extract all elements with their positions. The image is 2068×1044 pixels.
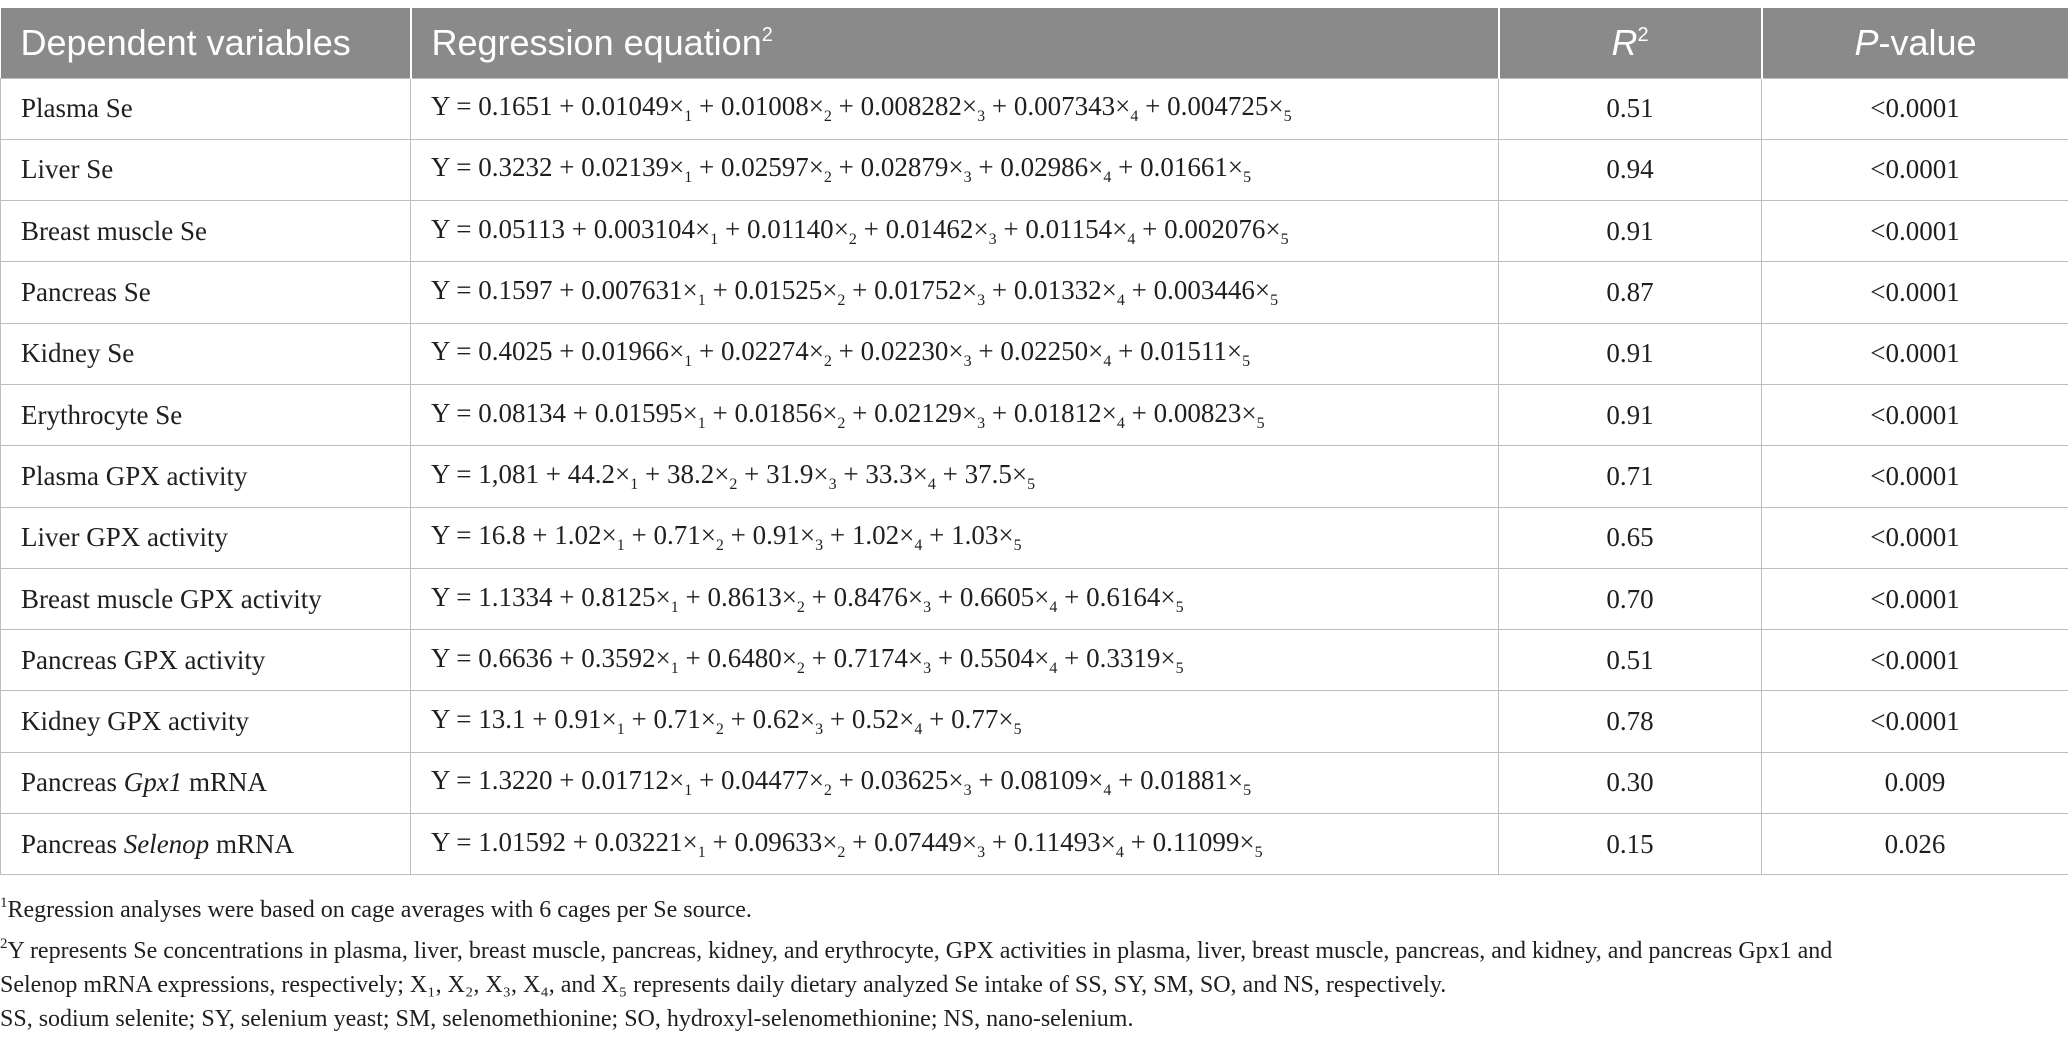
- regression-equation-cell: $Y = 16.8 + 1.02\times_1 + 0.71\times_2 + 0.91\times_3 + 1.02\times_4 + 1.03\times_5$: [411, 507, 1499, 568]
- r-squared-cell: 0.91: [1499, 384, 1762, 445]
- equation-intercept: Y = 0.08134: [431, 397, 566, 428]
- equation-intercept: Y = 1.1334: [431, 581, 553, 612]
- equation-coefficient: 0.01966: [581, 336, 669, 367]
- dependent-variable-cell: Breast muscle GPX activity: [1, 568, 411, 629]
- table-row: [1, 630, 2068, 691]
- p-value-cell: <0.0001: [1762, 139, 2068, 200]
- equation-coefficient: 0.03625: [860, 765, 949, 796]
- dependent-variable-cell: Pancreas Gpx1 mRNA: [1, 752, 411, 813]
- dependent-variable-cell: Erythrocyte Se: [1, 384, 411, 445]
- r-squared-cell: 0.15: [1499, 814, 1762, 875]
- table-row: [1, 691, 2068, 752]
- p-value-cell: <0.0001: [1762, 78, 2068, 139]
- equation-coefficient: 0.008282: [860, 91, 962, 122]
- r-squared-cell: 0.94: [1499, 139, 1762, 200]
- regression-equation-cell: $Y = 1.3220 + 0.01712\times_1 + 0.04477\times_2 + 0.03625\times_3 + 0.08109\times_4 + 0.01881\times_5$: [411, 752, 1499, 813]
- equation-coefficient: 0.003104: [593, 213, 695, 244]
- dependent-variable-cell: Kidney GPX activity: [1, 691, 411, 752]
- equation-coefficient: 0.8613: [707, 581, 782, 612]
- table-row: [1, 323, 2068, 384]
- equation-coefficient: 31.9: [766, 458, 814, 489]
- p-value-cell: 0.026: [1762, 814, 2068, 875]
- r-squared-cell: 0.65: [1499, 507, 1762, 568]
- header-regression-equation: Regression equation$^2$: [411, 8, 1499, 78]
- p-value-cell: 0.009: [1762, 752, 2068, 813]
- equation-intercept: Y = 1.01592: [431, 826, 566, 857]
- footnote-2: $^2$Y represents Se concentrations in plasma, liver, breast muscle, pancreas, kidney, and erythrocyte, GPX activities in plasma, liver, breast muscle, pancreas, and kidney, and pancreas Gpx1 and: [0, 936, 1833, 964]
- equation-coefficient: 0.01856: [734, 397, 823, 428]
- equation-coefficient: 0.01462: [885, 213, 974, 244]
- p-value-cell: <0.0001: [1762, 691, 2068, 752]
- table-footnotes: [0, 886, 2064, 1036]
- footnote-2-continued: Selenop mRNA expressions, respectively; X₁, X₂, X₃, X₄, and X₅ represents daily dietary analyzed Se intake of SS, SY, SM, SO, and NS, respectively.: [0, 972, 1447, 998]
- regression-table: [0, 8, 2068, 875]
- dependent-variable-cell: Liver GPX activity: [1, 507, 411, 568]
- equation-intercept: Y = 0.05113: [431, 213, 565, 244]
- r-squared-cell: 0.91: [1499, 201, 1762, 262]
- r-squared-cell: 0.91: [1499, 323, 1762, 384]
- equation-coefficient: 0.02879: [860, 152, 949, 183]
- p-value-cell: <0.0001: [1762, 262, 2068, 323]
- equation-coefficient: 0.02139: [581, 152, 669, 183]
- table-row: [1, 752, 2068, 813]
- regression-equation-cell: $Y = 0.6636 + 0.3592\times_1 + 0.6480\times_2 + 0.7174\times_3 + 0.5504\times_4 + 0.3319\times_5$: [411, 630, 1499, 691]
- header-r-squared: $R^2$: [1499, 8, 1762, 78]
- header-p-value: P-value: [1854, 21, 1977, 63]
- table-row: [1, 507, 2068, 568]
- p-value-cell: <0.0001: [1762, 446, 2068, 507]
- header-equation-footnote-marker: 2: [761, 23, 773, 46]
- equation-coefficient: 0.02274: [720, 336, 809, 367]
- equation-coefficient: 0.01752: [874, 275, 962, 306]
- equation-coefficient: 0.004725: [1167, 91, 1269, 122]
- equation-intercept: Y = 0.4025: [431, 336, 553, 367]
- equation-coefficient: 0.8476: [833, 581, 908, 612]
- equation-coefficient: 0.007343: [1013, 91, 1116, 122]
- equation-intercept: Y = 1,081: [431, 458, 539, 489]
- equation-coefficient: 0.01154: [1025, 213, 1113, 244]
- equation-coefficient: 0.77: [951, 704, 999, 735]
- equation-intercept: Y = 0.3232: [431, 152, 553, 183]
- equation-intercept: Y = 16.8: [431, 520, 526, 551]
- equation-coefficient: 0.01881: [1140, 765, 1228, 796]
- dependent-variable-cell: Kidney Se: [1, 323, 411, 384]
- dependent-variable-cell: Plasma GPX activity: [1, 446, 411, 507]
- equation-coefficient: 1.03: [951, 520, 999, 551]
- dependent-variable-cell: Pancreas Selenop mRNA: [1, 814, 411, 875]
- regression-equation-cell: $Y = 0.3232 + 0.02139\times_1 + 0.02597\times_2 + 0.02879\times_3 + 0.02986\times_4 + 0.01661\times_5$: [411, 139, 1499, 200]
- r-squared-cell: 0.51: [1499, 78, 1762, 139]
- table-row: [1, 446, 2068, 507]
- table-row: [1, 201, 2068, 262]
- footnote-abbreviations: SS, sodium selenite; SY, selenium yeast; SM, selenomethionine; SO, hydroxyl-selenomethionine; NS, nano-selenium.: [0, 1006, 1134, 1032]
- equation-coefficient: 0.71: [653, 704, 701, 735]
- equation-coefficient: 0.04477: [720, 765, 809, 796]
- p-value-cell: <0.0001: [1762, 201, 2068, 262]
- equation-coefficient: 0.01049: [581, 91, 669, 122]
- equation-coefficient: 0.01332: [1013, 275, 1102, 306]
- equation-coefficient: 0.62: [752, 704, 800, 735]
- dependent-variable-cell: Pancreas Se: [1, 262, 411, 323]
- regression-equation-cell: $Y = 0.1597 + 0.007631\times_1 + 0.01525\times_2 + 0.01752\times_3 + 0.01332\times_4 + 0.003446\times_5$: [411, 262, 1499, 323]
- equation-intercept: Y = 0.6636: [431, 642, 553, 673]
- table-body: [1, 78, 2068, 875]
- equation-coefficient: 0.5504: [959, 642, 1035, 673]
- equation-coefficient: 37.5: [964, 458, 1012, 489]
- dependent-variable-cell: Breast muscle Se: [1, 201, 411, 262]
- equation-coefficient: 44.2: [567, 458, 615, 489]
- equation-coefficient: 0.11493: [1013, 826, 1101, 857]
- equation-coefficient: 0.8125: [581, 581, 656, 612]
- table-row: [1, 384, 2068, 445]
- equation-coefficient: 0.01712: [581, 765, 669, 796]
- equation-intercept: Y = 1.3220: [431, 765, 553, 796]
- table-row: [1, 139, 2068, 200]
- equation-coefficient: 0.01595: [594, 397, 683, 428]
- equation-coefficient: 0.3592: [581, 642, 656, 673]
- equation-coefficient: 0.91: [752, 520, 800, 551]
- regression-equation-cell: $Y = 1.01592 + 0.03221\times_1 + 0.09633\times_2 + 0.07449\times_3 + 0.11493\times_4 + 0.11099\times_5$: [411, 814, 1499, 875]
- r-squared-cell: 0.71: [1499, 446, 1762, 507]
- equation-coefficient: 0.01511: [1140, 336, 1227, 367]
- dependent-variable-cell: Liver Se: [1, 139, 411, 200]
- equation-coefficient: 0.07449: [874, 826, 962, 857]
- equation-coefficient: 1.02: [554, 520, 602, 551]
- p-value-cell: <0.0001: [1762, 568, 2068, 629]
- regression-equation-cell: $Y = 13.1 + 0.91\times_1 + 0.71\times_2 + 0.62\times_3 + 0.52\times_4 + 0.77\times_5$: [411, 691, 1499, 752]
- equation-coefficient: 0.02986: [1000, 152, 1089, 183]
- equation-coefficient: 0.71: [653, 520, 701, 551]
- equation-coefficient: 0.01661: [1140, 152, 1228, 183]
- equation-coefficient: 0.3319: [1086, 642, 1161, 673]
- regression-equation-cell: $Y = 0.4025 + 0.01966\times_1 + 0.02274\times_2 + 0.02230\times_3 + 0.02250\times_4 + 0.01511\times_5$: [411, 323, 1499, 384]
- regression-equation-cell: $Y = 0.08134 + 0.01595\times_1 + 0.01856\times_2 + 0.02129\times_3 + 0.01812\times_4 + 0.00823\times_5$: [411, 384, 1499, 445]
- equation-coefficient: 0.003446: [1153, 275, 1255, 306]
- regression-equation-cell: $Y = 0.1651 + 0.01049\times_1 + 0.01008\times_2 + 0.008282\times_3 + 0.007343\times_4 + 0.004725\times_5$: [411, 78, 1499, 139]
- table-row: [1, 78, 2068, 139]
- equation-coefficient: 0.01008: [720, 91, 809, 122]
- equation-intercept: Y = 0.1651: [431, 91, 553, 122]
- table-header-row: [1, 8, 2068, 78]
- table-row: [1, 262, 2068, 323]
- p-value-cell: <0.0001: [1762, 630, 2068, 691]
- equation-coefficient: 0.01812: [1013, 397, 1102, 428]
- equation-coefficient: 0.7174: [833, 642, 908, 673]
- equation-coefficient: 0.01140: [746, 213, 834, 244]
- equation-coefficient: 0.02597: [720, 152, 809, 183]
- equation-coefficient: 0.09633: [734, 826, 823, 857]
- table-row: [1, 814, 2068, 875]
- equation-coefficient: 0.02250: [1000, 336, 1089, 367]
- equation-coefficient: 0.6480: [707, 642, 782, 673]
- equation-coefficient: 38.2: [666, 458, 715, 489]
- equation-coefficient: 0.02230: [860, 336, 949, 367]
- p-value-cell: <0.0001: [1762, 323, 2068, 384]
- equation-coefficient: 0.01525: [734, 275, 823, 306]
- regression-equation-cell: $Y = 0.05113 + 0.003104\times_1 + 0.01140\times_2 + 0.01462\times_3 + 0.01154\times_4 + 0.002076\times_5$: [411, 201, 1499, 262]
- equation-coefficient: 33.3: [865, 458, 913, 489]
- r-squared-cell: 0.51: [1499, 630, 1762, 691]
- equation-coefficient: 0.007631: [581, 275, 683, 306]
- equation-coefficient: 0.02129: [874, 397, 962, 428]
- equation-coefficient: 0.08109: [1000, 765, 1089, 796]
- equation-coefficient: 0.11099: [1152, 826, 1240, 857]
- p-value-cell: <0.0001: [1762, 507, 2068, 568]
- r-squared-cell: 0.30: [1499, 752, 1762, 813]
- r-squared-cell: 0.78: [1499, 691, 1762, 752]
- dependent-variable-cell: Plasma Se: [1, 78, 411, 139]
- r-squared-cell: 0.70: [1499, 568, 1762, 629]
- regression-equation-cell: $Y = 1.1334 + 0.8125\times_1 + 0.8613\times_2 + 0.8476\times_3 + 0.6605\times_4 + 0.6164\times_5$: [411, 568, 1499, 629]
- table-row: [1, 568, 2068, 629]
- equation-coefficient: 0.91: [554, 704, 602, 735]
- equation-coefficient: 0.6164: [1086, 581, 1161, 612]
- header-dependent-variables: Dependent variables: [1, 8, 411, 78]
- r-squared-cell: 0.87: [1499, 262, 1762, 323]
- equation-coefficient: 0.03221: [594, 826, 683, 857]
- equation-intercept: Y = 0.1597: [431, 275, 553, 306]
- equation-coefficient: 1.02: [851, 520, 900, 551]
- equation-intercept: Y = 13.1: [431, 704, 526, 735]
- equation-coefficient: 0.00823: [1153, 397, 1242, 428]
- equation-coefficient: 0.6605: [959, 581, 1035, 612]
- footnote-1: $^1$Regression analyses were based on cage averages with 6 cages per Se source.: [0, 895, 752, 923]
- equation-coefficient: 0.52: [851, 704, 900, 735]
- dependent-variable-cell: Pancreas GPX activity: [1, 630, 411, 691]
- equation-coefficient: 0.002076: [1164, 213, 1266, 244]
- regression-equation-cell: $Y = 1,081 + 44.2\times_1 + 38.2\times_2 + 31.9\times_3 + 33.3\times_4 + 37.5\times_5$: [411, 446, 1499, 507]
- p-value-cell: <0.0001: [1762, 384, 2068, 445]
